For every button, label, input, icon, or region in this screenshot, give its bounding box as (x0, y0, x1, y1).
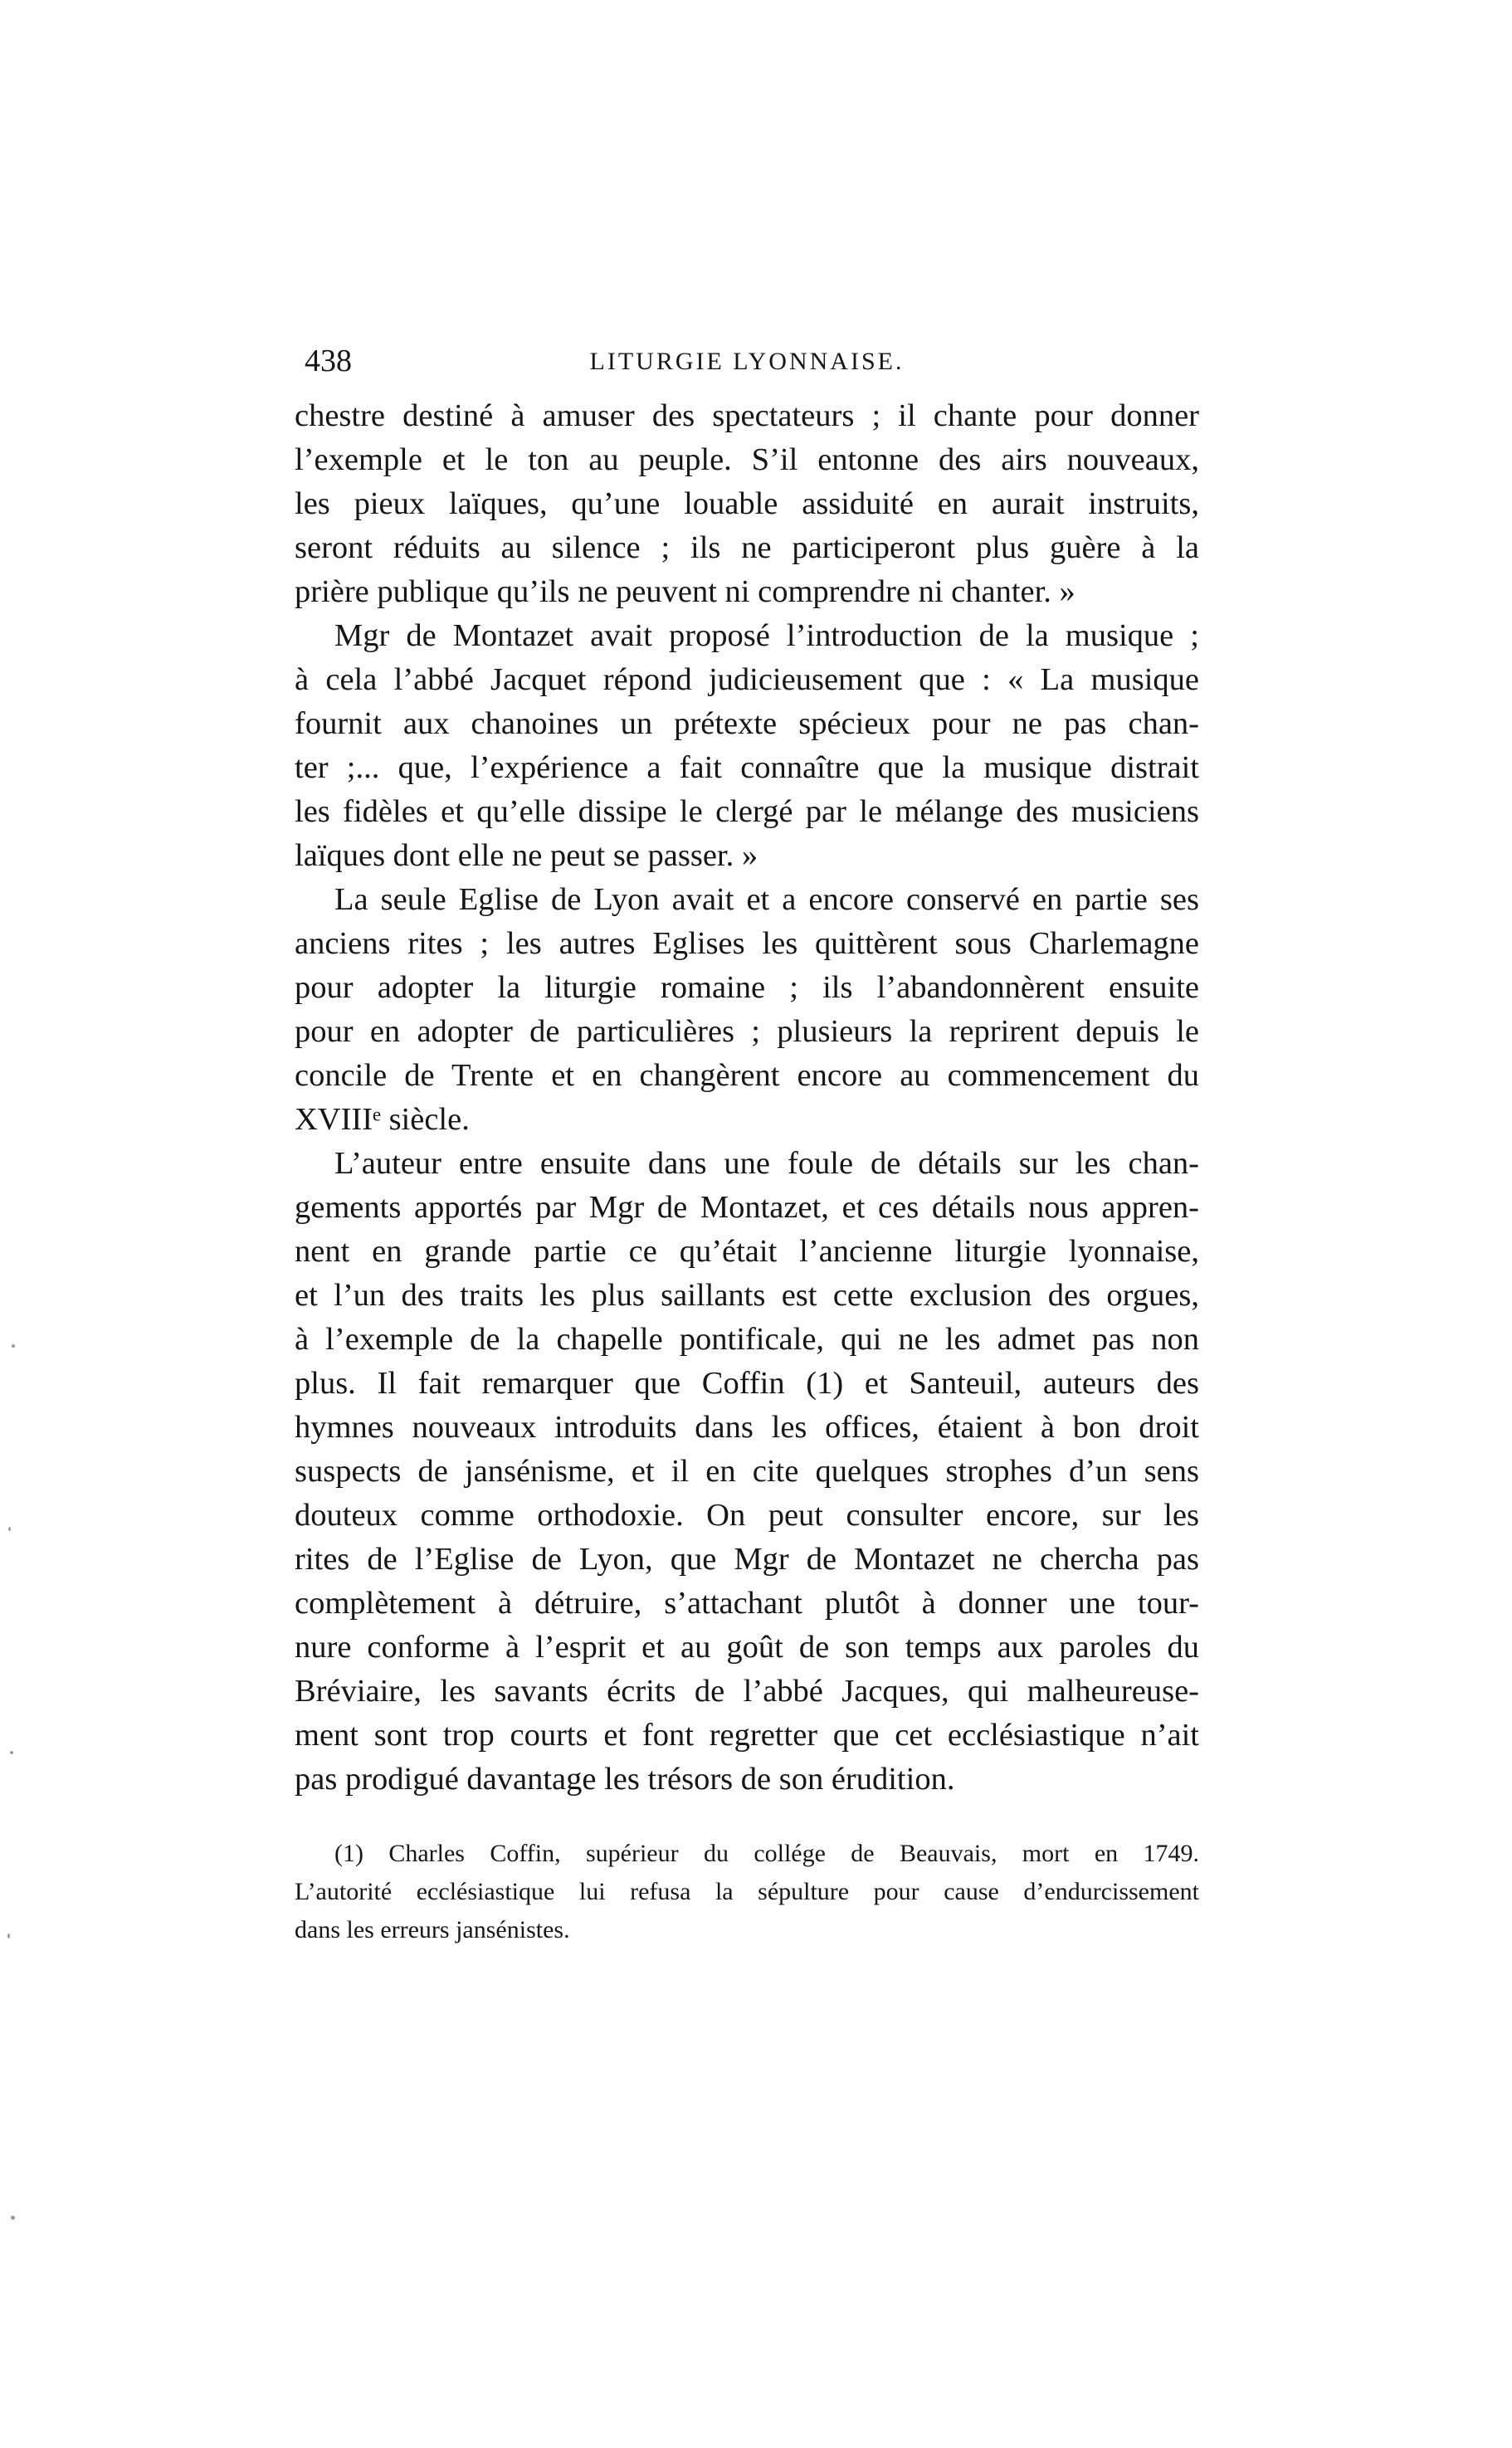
text-line: complètement à détruire, s’attachant plutôt à donner une tour- (295, 1586, 1199, 1621)
text-line: pour en adopter de particulières ; plusieurs la reprirent depuis le (295, 1014, 1199, 1049)
text-line: rites de l’Eglise de Lyon, que Mgr de Montazet ne chercha pas (295, 1542, 1199, 1577)
text-line: L’auteur entre ensuite dans une foule de détails sur les chan- (334, 1146, 1199, 1181)
text-line: prière publique qu’ils ne peuvent ni comprendre ni chanter. » (295, 574, 1075, 609)
text-line: les pieux laïques, qu’une louable assiduité en aurait instruits, (295, 486, 1199, 521)
scan-speck (7, 1934, 10, 1938)
footnote (295, 1835, 1199, 1949)
scan-speck (12, 1344, 15, 1348)
scan-speck (8, 1527, 11, 1531)
text-line: pour adopter la liturgie romaine ; ils l’abandonnèrent ensuite (295, 970, 1199, 1005)
paragraph-1 (295, 394, 1199, 614)
text-line: Mgr de Montazet avait proposé l’introduction de la musique ; (334, 618, 1199, 653)
text-line: gements apportés par Mgr de Montazet, et ces détails nous appren- (295, 1190, 1199, 1225)
text-line: nure conforme à l’esprit et au goût de son temps aux paroles du (295, 1630, 1199, 1665)
paragraph-4 (295, 1142, 1199, 1802)
paragraph-3 (295, 878, 1199, 1142)
footnote-line: (1) Charles Coffin, supérieur du collége de Beauvais, mort en 1749. (334, 1840, 1199, 1867)
text-line: et l’un des traits les plus saillants est cette exclusion des orgues, (295, 1278, 1199, 1313)
footnote-line: L’autorité ecclésiastique lui refusa la sépulture pour cause d’endurcissement (295, 1878, 1199, 1905)
text-line: suspects de jansénisme, et il en cite quelques strophes d’un sens (295, 1454, 1199, 1489)
text-line: XVIIIᵉ siècle. (295, 1102, 470, 1137)
text-line: ter ;... que, l’expérience a fait connaître que la musique distrait (295, 750, 1199, 785)
text-line: pas prodigué davantage les trésors de son érudition. (295, 1762, 955, 1797)
text-line: chestre destiné à amuser des spectateurs ; il chante pour donner (295, 398, 1199, 433)
text-line: seront réduits au silence ; ils ne participeront plus guère à la (295, 530, 1199, 565)
page-number: 438 (305, 344, 352, 378)
text-line: concile de Trente et en changèrent encore au commencement du (295, 1058, 1199, 1093)
text-line: les fidèles et qu’elle dissipe le clergé par le mélange des musiciens (295, 794, 1199, 829)
text-line: l’exemple et le ton au peuple. S’il entonne des airs nouveaux, (295, 442, 1199, 477)
text-line: laïques dont elle ne peut se passer. » (295, 838, 758, 873)
text-line: ment sont trop courts et font regretter que cet ecclésiastique n’ait (295, 1718, 1199, 1753)
text-line: fournit aux chanoines un prétexte spécieux pour ne pas chan- (295, 706, 1199, 741)
text-line: douteux comme orthodoxie. On peut consulter encore, sur les (295, 1498, 1199, 1533)
text-line: plus. Il fait remarquer que Coffin (1) et Santeuil, auteurs des (295, 1366, 1199, 1401)
scan-speck (10, 1751, 13, 1754)
text-line: hymnes nouveaux introduits dans les offices, étaient à bon droit (295, 1410, 1199, 1445)
page-text-block (295, 336, 1199, 1949)
text-line: à cela l’abbé Jacquet répond judicieusement que : « La musique (295, 662, 1199, 697)
body-text (295, 394, 1199, 1802)
scan-speck (11, 2216, 15, 2220)
paragraph-2 (295, 614, 1199, 878)
text-line: nent en grande partie ce qu’était l’ancienne liturgie lyonnaise, (295, 1234, 1199, 1269)
text-line: Bréviaire, les savants écrits de l’abbé Jacques, qui malheureuse- (295, 1674, 1199, 1709)
text-line: anciens rites ; les autres Eglises les quittèrent sous Charlemagne (295, 926, 1199, 961)
footnote-line: dans les erreurs jansénistes. (295, 1916, 570, 1943)
text-line: La seule Eglise de Lyon avait et a encore conservé en partie ses (334, 882, 1199, 917)
text-line: à l’exemple de la chapelle pontificale, qui ne les admet pas non (295, 1322, 1199, 1357)
running-header (295, 336, 1199, 394)
running-title: LITURGIE LYONNAISE. (589, 348, 905, 375)
